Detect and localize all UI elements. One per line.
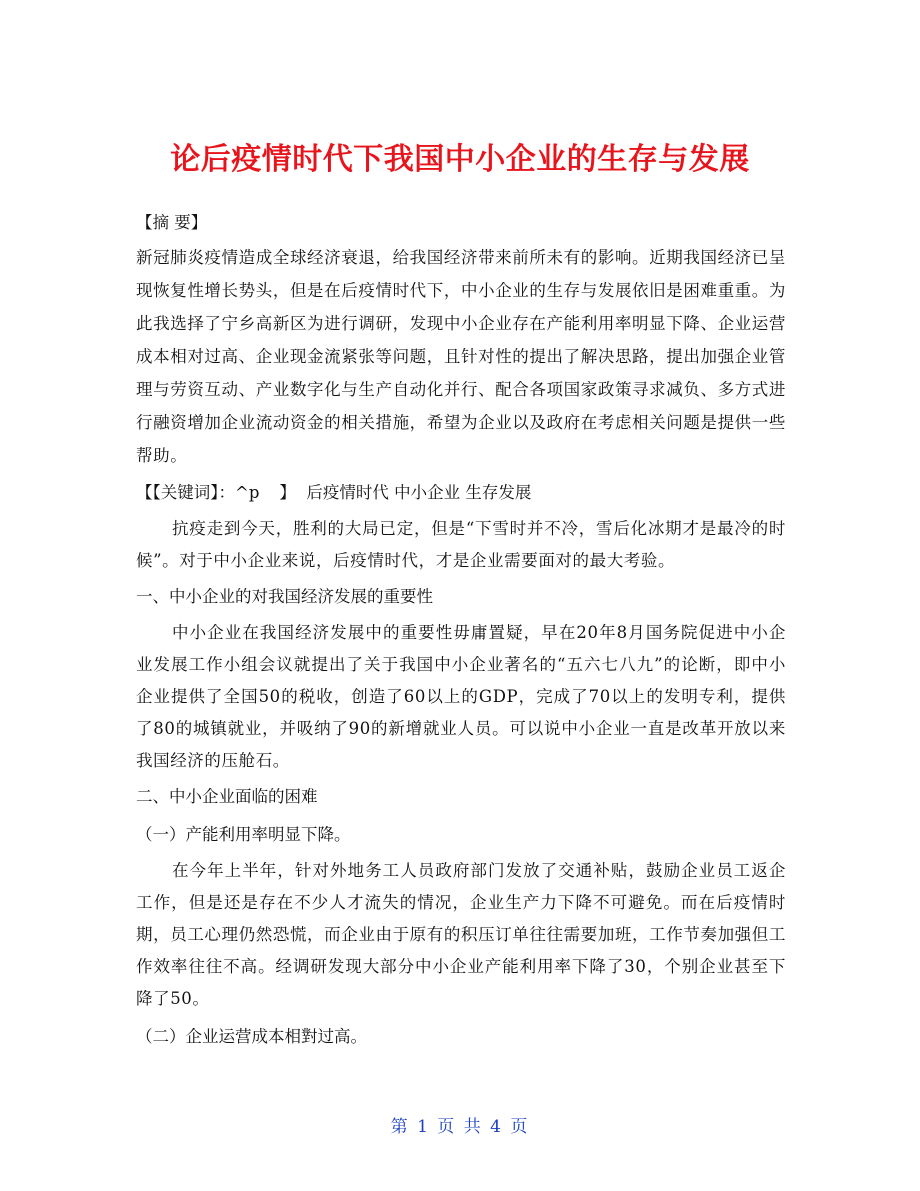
section1-paragraph: 中小企业在我国经济发展中的重要性毋庸置疑，早在20年8月国务院促进中小企业发展工作小组会议就提出了关于我国中小企业著名的“五六七八九”的论断，即中小企业提供了全国50的税收，创造了60以上的GDP，完成了70以上的发明专利，提供了80的城镇就业，并吸纳了90的新增就业人员。可以说中小企业一直是改革开放以来我国经济的压舱石。 [136,623,786,770]
keywords-close: 】 [279,483,296,502]
section1-heading: 一、中小企业的对我国经济发展的重要性 [136,587,433,606]
subsection1-heading: （一）产能利用率明显下降。 [136,825,351,844]
intro-paragraph: 抗疫走到今天，胜利的大局已定，但是“下雪时并不冷，雪后化冰期才是最冷的时候”。对于中小企业来说，后疫情时代，才是企业需要面对的最大考验。 [136,519,786,570]
subsection1-paragraph: 在今年上半年，针对外地务工人员政府部门发放了交通补贴，鼓励企业员工返企工作，但是还是存在不少人才流失的情况，企业生产力下降不可避免。而在后疫情时期，员工心理仍然恐慌，而企业由于原有的积压订单往往需要加班，工作节奏加强但工作效率往往不高。经调研发现大部分中小企业产能利用率下降了30，个别企业甚至下降了50。 [136,861,786,1008]
document-body [136,210,786,1053]
page-indicator: 第 1 页 共 4 页 [390,1117,530,1137]
section2-heading: 二、中小企业面临的困难 [136,787,318,806]
keywords-line [136,477,786,509]
document-title: 论后疫情时代下我国中小企业的生存与发展 [170,142,750,178]
keywords-text: 后疫情时代 中小企业 生存发展 [306,483,532,502]
abstract-text: 新冠肺炎疫情造成全球经济衰退，给我国经济带来前所未有的影响。近期我国经济已呈现恢复性增长势头，但是在后疫情时代下，中小企业的生存与发展依旧是困难重重。为此我选择了宁乡高新区为进行调研，发现中小企业存在产能利用率明显下降、企业运营成本相对过高、企业现金流紧张等问题，且针对性的提出了解决思路，提出加强企业管理与劳资互动、产业数字化与生产自动化并行、配合各项国家政策寻求减负、多方式进行融资增加企业流动资金的相关措施，希望为企业以及政府在考虑相关问题是提供一些帮助。 [136,248,786,465]
keywords-label: 【【关键词】：^p [136,483,260,502]
subsection2-heading: （二）企业运营成本相對过高。 [136,1027,367,1046]
abstract-label: 【摘 要】 [136,213,208,232]
